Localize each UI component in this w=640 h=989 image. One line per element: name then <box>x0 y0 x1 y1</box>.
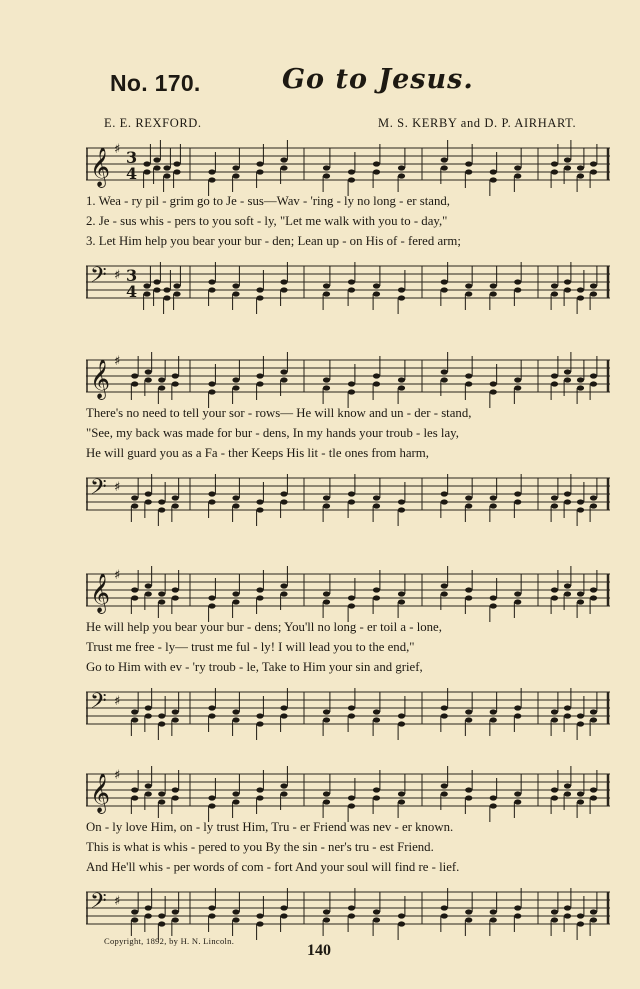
svg-text:♯: ♯ <box>114 568 121 583</box>
hymn-header <box>0 64 640 104</box>
hymn-number: No. 170. <box>110 70 201 96</box>
music-system-3 <box>86 562 612 732</box>
svg-text:𝄞: 𝄞 <box>90 359 111 399</box>
lyric-line-verse-2: "See, my back was made for bur - dens, In my hands your troub - les lay, <box>86 426 459 440</box>
svg-text:𝄢: 𝄢 <box>90 263 107 293</box>
music-system-4 <box>86 762 612 932</box>
lyric-line-verse-3: He will guard you as a Fa - ther Keeps His lit - tle ones from harm, <box>86 446 429 460</box>
treble-staff <box>86 348 612 408</box>
lyric-line-verse-3: 3. Let Him help you bear your bur - den; Lean up - on His of - fered arm; <box>86 234 461 248</box>
svg-text:4: 4 <box>126 164 138 183</box>
svg-text:𝄞: 𝄞 <box>90 773 111 813</box>
svg-text:♯: ♯ <box>114 354 121 369</box>
svg-text:♯: ♯ <box>114 268 121 283</box>
music-system-1 <box>86 136 612 306</box>
svg-text:𝄢: 𝄢 <box>90 889 107 919</box>
bass-staff <box>86 254 612 314</box>
svg-text:♯: ♯ <box>114 480 121 495</box>
treble-staff <box>86 762 612 822</box>
svg-text:4: 4 <box>126 282 138 301</box>
svg-text:♯: ♯ <box>114 768 121 783</box>
svg-text:3: 3 <box>126 148 138 167</box>
svg-text:3: 3 <box>126 266 138 285</box>
lyric-line-verse-2: Trust me free - ly— trust me ful - ly! I will lead you to the end," <box>86 640 415 654</box>
music-system-2 <box>86 348 612 518</box>
lyric-line-verse-3: And He'll whis - per words of com - fort And your soul will find re - lief. <box>86 860 460 874</box>
svg-text:𝄞: 𝄞 <box>90 573 111 613</box>
svg-text:𝄢: 𝄢 <box>90 475 107 505</box>
svg-text:𝄞: 𝄞 <box>90 147 111 187</box>
lyric-line-verse-1: 1. Wea - ry pil - grim go to Je - sus—Wav - 'ring - ly no long - er stand, <box>86 194 450 208</box>
treble-staff <box>86 136 612 196</box>
svg-text:𝄢: 𝄢 <box>90 689 107 719</box>
hymn-title: Go to Jesus. <box>282 64 474 95</box>
treble-staff <box>86 562 612 622</box>
page-number: 140 <box>307 942 331 959</box>
bass-staff <box>86 880 612 940</box>
composer: M. S. KERBY and D. P. AIRHART. <box>378 116 577 130</box>
bass-staff <box>86 680 612 740</box>
lyric-line-verse-1: He will help you bear your bur - dens; You'll no long - er toil a - lone, <box>86 620 442 634</box>
svg-text:♯: ♯ <box>114 894 121 909</box>
bass-staff <box>86 466 612 526</box>
svg-text:♯: ♯ <box>114 694 121 709</box>
lyricist: E. E. REXFORD. <box>104 116 202 130</box>
lyric-line-verse-2: This is what is whis - pered to you By the sin - ner's tru - est Friend. <box>86 840 434 854</box>
lyric-line-verse-2: 2. Je - sus whis - pers to you soft - ly, "Let me walk with you to - day," <box>86 214 448 228</box>
lyric-line-verse-1: On - ly love Him, on - ly trust Him, Tru - er Friend was nev - er known. <box>86 820 454 834</box>
copyright-notice: Copyright, 1892, by H. N. Lincoln. <box>104 936 235 946</box>
svg-text:♯: ♯ <box>114 142 121 157</box>
lyric-line-verse-3: Go to Him with ev - 'ry troub - le, Take to Him your sin and grief, <box>86 660 423 674</box>
lyric-line-verse-1: There's no need to tell your sor - rows— He will know and un - der - stand, <box>86 406 472 420</box>
